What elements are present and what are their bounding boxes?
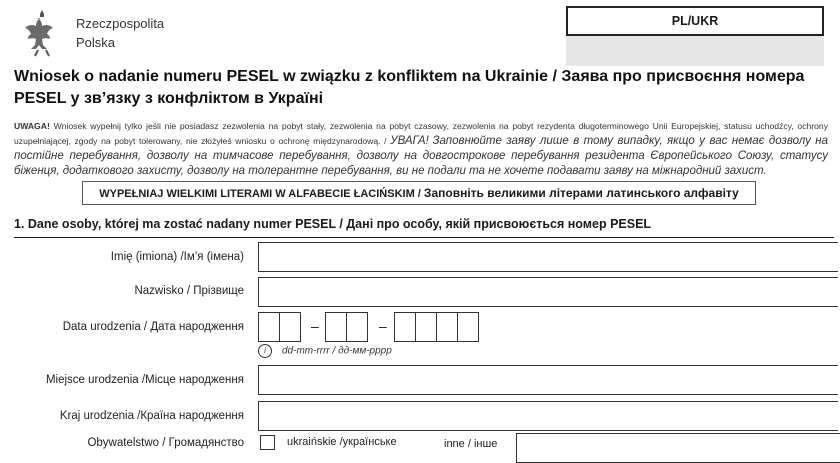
date-separator: – <box>311 318 319 334</box>
surname-label: Nazwisko / Прізвище <box>134 285 244 297</box>
language-code: PL/UKR <box>566 6 824 36</box>
birth-year-digit-2[interactable] <box>415 312 437 342</box>
form-title: Wniosek o nadanie numeru PESEL w związku z konfliktem na Ukrainie / Заява про присвоєння номера PESEL у зв’язку з конфліктом в Україні <box>14 68 805 107</box>
birth-year-digit-4[interactable] <box>457 312 479 342</box>
country-line-1: Rzeczpospolita <box>76 16 165 31</box>
warning-text-pl: Wniosek wypełnij tylko jeśli nie posiadasz zezwolenia na pobyt stały, zezwolenia na pobyt czasowy, zezwolenia na pobyt rezydenta długoterminowego Unii Europejskiej, statusu uchodźcy, ochrony uzupełniającej, zgody na pobyt tolerowany, nie złożyłeś wniosku o ochronę międzynarodową. / <box>14 121 828 146</box>
date-separator: – <box>379 318 387 334</box>
first-name-label: Imię (imiona) /Ім’я (імена) <box>110 251 244 263</box>
birth-date-label: Data urodzenia / Дата народження <box>62 321 244 333</box>
warning-text-ua: Заповнюйте заяву лише в тому випадку, якщо у вас немає дозволу на постійне перебування, дозволу на тимчасове перебування, дозволу на довгострокове перебування резидента Європейського Союзу, статусу біженця, додаткового захисту, дозволу на толерантне перебування, ви не подали та не хочете подавати заяву на міжнародний захист. <box>14 135 829 177</box>
section-1-title: 1. Dane osoby, której ma zostać nadany numer PESEL / Дані про особу, якій присвоюється номер PESEL <box>14 211 834 238</box>
citizenship-label: Obywatelstwo / Громадянство <box>87 437 244 449</box>
polish-eagle-emblem-icon <box>24 6 60 58</box>
citizenship-other-input[interactable] <box>516 433 840 463</box>
country-name <box>76 14 164 52</box>
birth-day-digit-2[interactable] <box>279 312 301 342</box>
birth-month-digit-1[interactable] <box>325 312 347 342</box>
citizenship-ukrainian-checkbox[interactable] <box>260 435 275 450</box>
warning-label-ua: УВАГА! <box>390 135 429 147</box>
birth-country-input[interactable] <box>258 401 838 431</box>
birth-month-digit-2[interactable] <box>346 312 368 342</box>
date-format-hint <box>258 344 392 358</box>
birth-year-digit-3[interactable] <box>436 312 458 342</box>
first-name-input[interactable] <box>258 242 838 272</box>
birth-country-label: Kraj urodzenia /Країна народження <box>59 410 244 422</box>
office-use-field <box>566 36 824 66</box>
info-icon: i <box>258 344 272 358</box>
warning-text <box>14 119 828 179</box>
notice-pl: WYPEŁNIAJ WIELKIMI LITERAMI W ALFABECIE ŁACIŃSKIM / <box>99 188 421 200</box>
citizenship-other-label: inne / інше <box>444 438 498 450</box>
capital-letters-notice <box>82 181 756 205</box>
language-code-box <box>566 6 824 66</box>
birth-place-label: Miejsce urodzenia /Місце народження <box>45 374 244 386</box>
birth-place-input[interactable] <box>258 365 838 395</box>
date-format-text: dd-mm-rrrr / дд-мм-рррр <box>282 345 392 357</box>
warning-label-pl: UWAGA! <box>14 121 50 131</box>
birth-year-digit-1[interactable] <box>394 312 416 342</box>
country-line-2: Polska <box>76 35 116 50</box>
notice-ua: Заповніть великими літерами латинського алфавіту <box>423 186 739 200</box>
birth-day-digit-1[interactable] <box>258 312 280 342</box>
surname-input[interactable] <box>258 277 838 307</box>
citizenship-ukrainian-label: ukraińskie /українське <box>287 436 397 448</box>
